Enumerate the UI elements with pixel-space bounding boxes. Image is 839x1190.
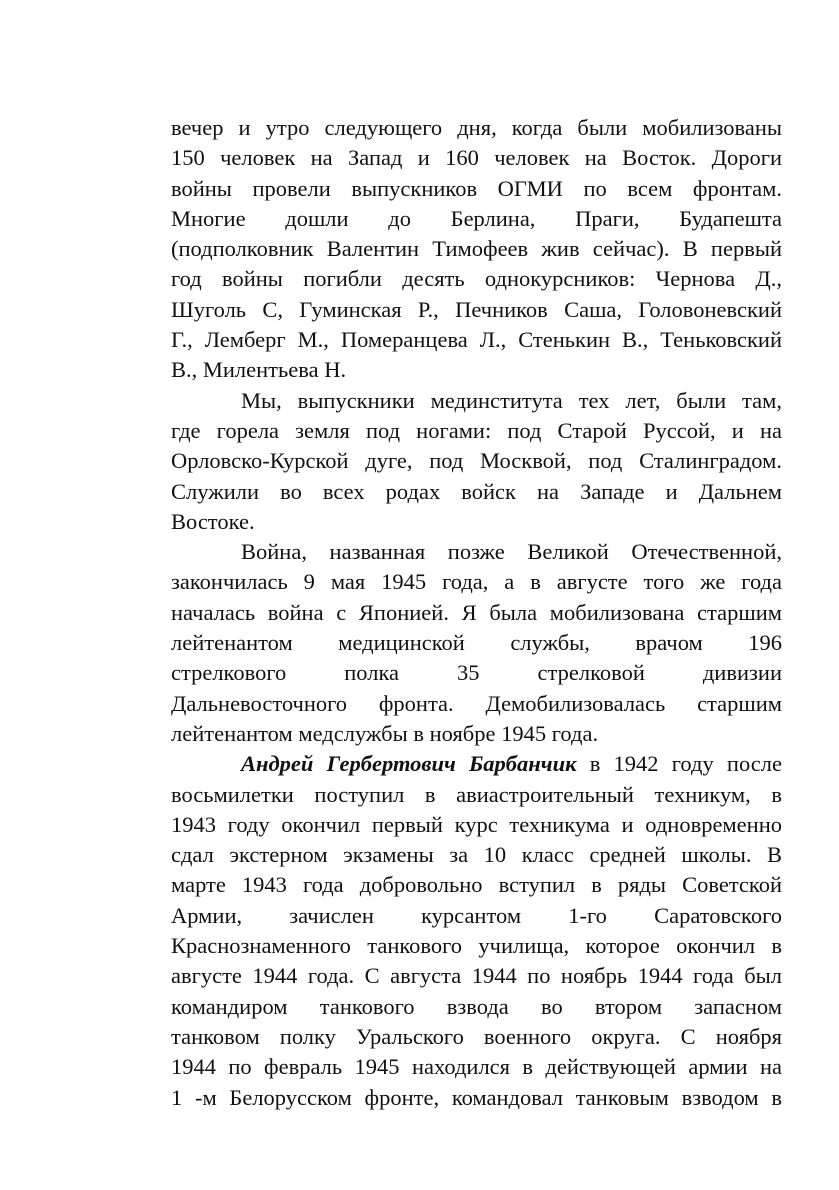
person-name: Андрей Гербертович Барбанчик [241, 751, 577, 777]
text-line: Армии, зачислен курсантом 1-го Саратовского [171, 902, 782, 928]
text-line: Мы, выпускники мединститута тех лет, были там, [241, 387, 782, 413]
text-line: танковом полку Уральского военного округа. С ноября [171, 1023, 782, 1049]
text-line: Орловско-Курской дуге, под Москвой, под Сталинградом. [171, 448, 782, 474]
text-line: 1943 году окончил первый курс техникума и одновременно [171, 811, 782, 837]
document-text [171, 113, 782, 1113]
text-line: августе 1944 года. С августа 1944 по ноябрь 1944 года был [171, 963, 782, 989]
text-line: сдал экстерном экзамены за 10 класс средней школы. В [171, 842, 782, 868]
text-line: Дальневосточного фронта. Демобилизовалась старшим [171, 690, 782, 716]
text-fragment: в 1942 году после [576, 751, 782, 777]
text-line: Многие дошли до Берлина, Праги, Будапешта [171, 205, 782, 231]
text-line: 150 человек на Запад и 160 человек на Восток. Дороги [171, 145, 782, 171]
text-line: стрелкового полка 35 стрелковой дивизии [171, 660, 782, 686]
text-line: лейтенантом медицинской службы, врачом 196 [171, 630, 782, 656]
text-line: Служили во всех родах войск на Западе и Дальнем [171, 478, 782, 504]
text-line: год войны погибли десять однокурсников: Чернова Д., [171, 266, 782, 292]
text-line: восьмилетки поступил в авиастроительный техникум, в [171, 781, 782, 807]
text-line: марте 1943 года добровольно вступил в ряды Советской [171, 872, 782, 898]
text-line: началась война с Японией. Я была мобилизована старшим [171, 599, 782, 625]
text-line: лейтенантом медслужбы в ноябре 1945 года. [171, 720, 599, 746]
text-line: Война, названная позже Великой Отечественной, [241, 539, 782, 565]
text-line: командиром танкового взвода во втором запасном [171, 993, 782, 1019]
paragraph [171, 386, 782, 537]
paragraph [171, 113, 782, 386]
text-line: вечер и утро следующего дня, когда были мобилизованы [171, 115, 782, 140]
text-line: Г., Лемберг М., Померанцева Л., Стенькин В., Теньковский [171, 327, 782, 353]
text-line: закончилась 9 мая 1945 года, а в августе того же года [171, 569, 782, 595]
text-line: Краснознаменного танкового училища, которое окончил в [171, 933, 782, 959]
text-line: (подполковник Валентин Тимофеев жив сейчас). В первый [171, 236, 782, 262]
paragraph [171, 749, 782, 1113]
text-line [171, 749, 782, 779]
text-line: 1 -м Белорусском фронте, командовал танковым взводом в [171, 1084, 782, 1110]
text-line: Шуголь С, Гуминская Р., Печников Саша, Головоневский [171, 296, 782, 322]
text-line: Востоке. [171, 508, 255, 534]
text-line: 1944 по февраль 1945 находился в действующей армии на [171, 1054, 782, 1080]
text-line: войны провели выпускников ОГМИ по всем фронтам. [171, 175, 782, 201]
text-line: где горела земля под ногами: под Старой Руссой, и на [171, 417, 782, 443]
text-line: В., Милентьева Н. [171, 357, 347, 383]
paragraph [171, 537, 782, 749]
